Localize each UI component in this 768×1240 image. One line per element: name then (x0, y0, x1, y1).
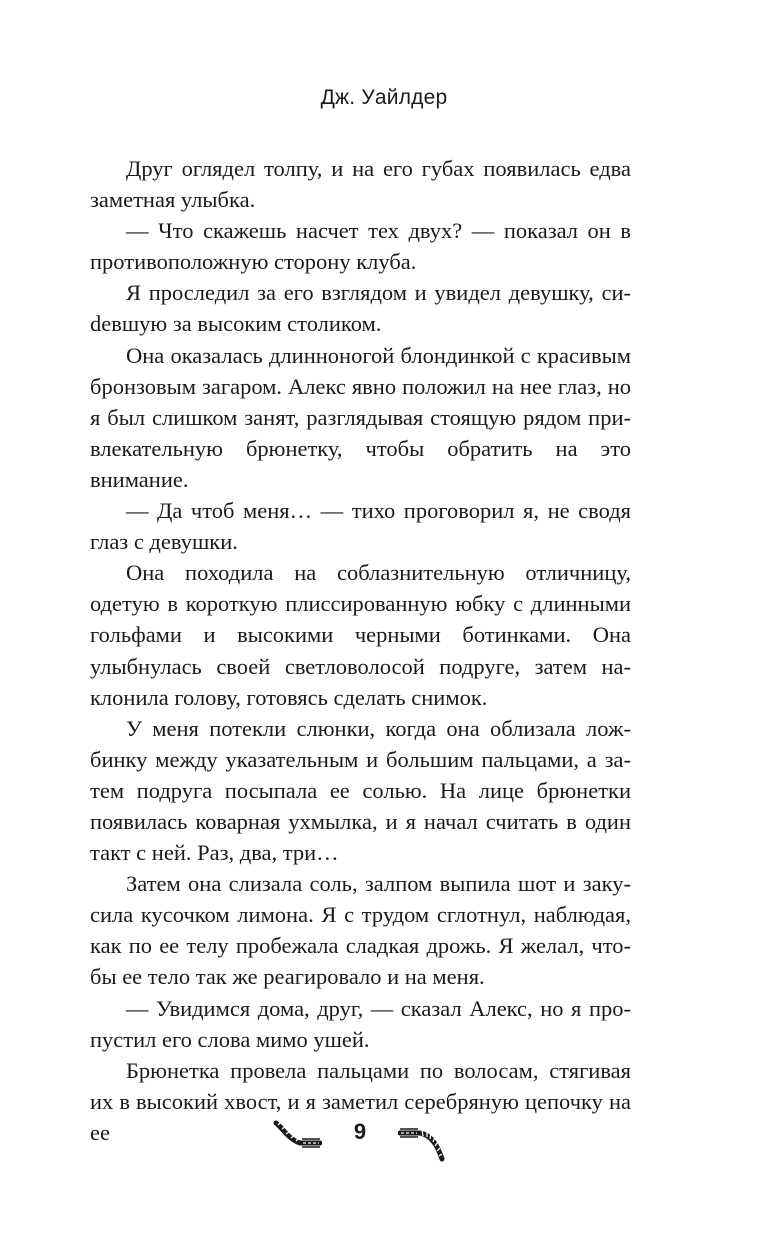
page-footer (0, 1114, 768, 1164)
right-ornament-icon (398, 1117, 448, 1170)
paragraph-10: Брюнетка провела пальцами по волосам, стягивая их в высокий хвост, и я заметил серебряную цепочку на ее (90, 1057, 631, 1145)
paragraph-7: У меня потекли слюнки, когда она облизала ложбинку между указательным и большим пальцами, а затем подруга посыпала ее солью. На лице брюнетки появилась коварная ухмылка, и я начал считать в один такт с ней. Раз, два, три… (90, 715, 631, 866)
paragraph-5: — Да чтоб меня… — тихо проговорил я, не сводя глаз с девушки. (90, 498, 631, 555)
paragraph-2: — Что скажешь насчет тех двух? — показал он в противоположную сторону клуба. (90, 218, 631, 275)
paragraph-3: Я проследил за его взглядом и увидел девушку, сиdевшую за высоким столиком. (90, 280, 631, 337)
body-text (90, 153, 631, 1148)
paragraph-8: Затем она слизала соль, залпом выпила шот и закусила кусочком лимона. Я с трудом сглотнул, наблюдая, как по ее телу пробежала сладкая дрожь. Я желал, чтобы ее тело так же реагировало и на меня. (90, 871, 631, 990)
left-ornament-icon (272, 1117, 322, 1156)
paragraph-1: Друг оглядел толпу, и на его губах появилась едва заметная улыбка. (90, 156, 631, 213)
page-number: 9 (353, 1119, 367, 1144)
paragraph-4: Она оказалась длинноногой блондинкой с красивым бронзовым загаром. Алекс явно положил на нее глаз, но я был слишком занят, разглядывая стоящую рядом привлекательную брюнетку, чтобы обратить на это внимание. (90, 342, 631, 492)
paragraph-9: — Увидимся дома, друг, — сказал Алекс, но я пропустил его слова мимо ушей. (90, 995, 631, 1052)
paragraph-6: Она походила на соблазнительную отличницу, одетую в короткую плиссированную юбку с длинными гольфами и высокими черными ботинками. Она улыбнулась своей светловолосой подруге, затем наклонила голову, готовясь сделать снимок. (90, 560, 631, 710)
running-header-author: Дж. Уайлдер (320, 86, 448, 109)
